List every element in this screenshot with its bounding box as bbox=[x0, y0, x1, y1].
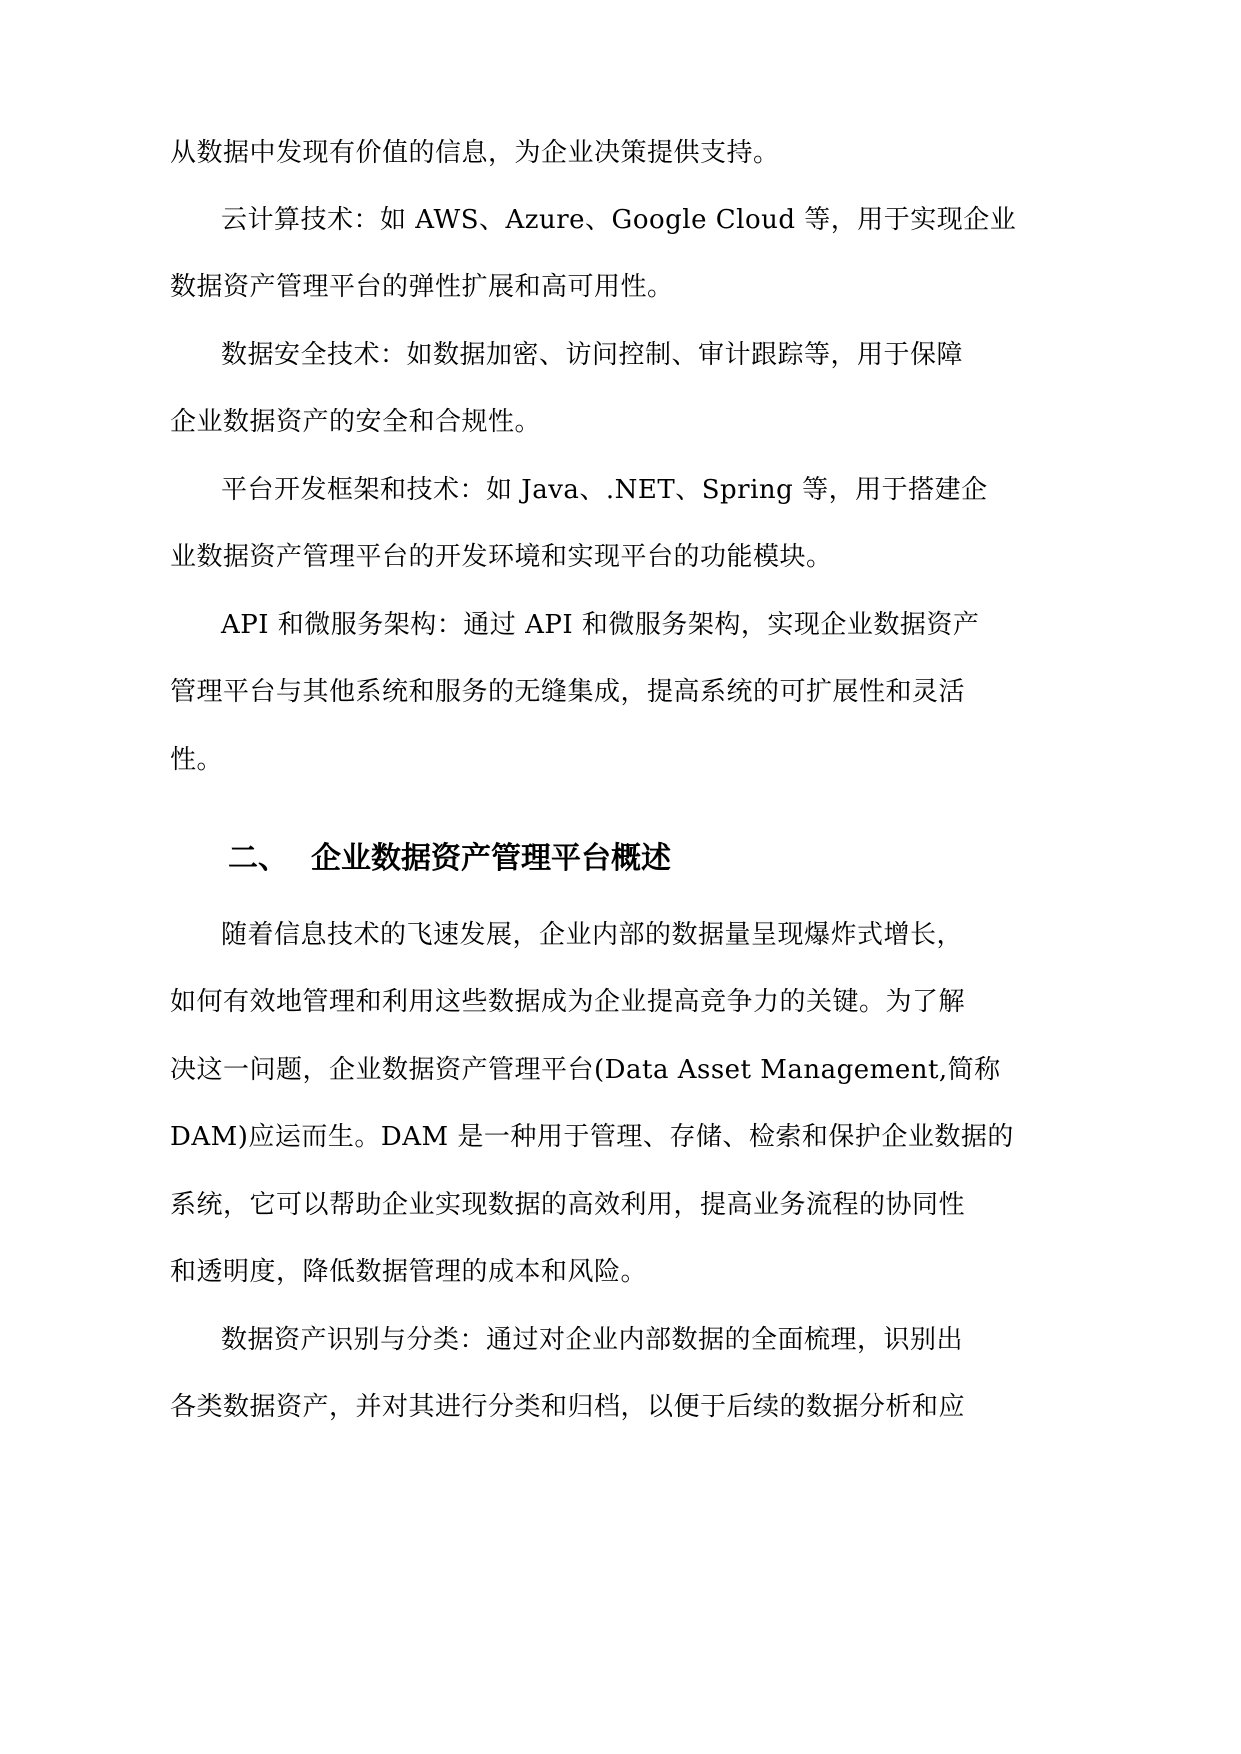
paragraph-line: 和透明度，降低数据管理的成本和风险。 bbox=[170, 1257, 648, 1287]
section-heading bbox=[0, 837, 1241, 881]
paragraph-line: 从数据中发现有价值的信息，为企业决策提供支持。 bbox=[170, 138, 780, 168]
paragraph-line: 系统，它可以帮助企业实现数据的高效利用，提高业务流程的协同性 bbox=[170, 1190, 966, 1220]
paragraph-line: 性。 bbox=[170, 745, 224, 775]
paragraph-line: 平台开发框架和技术：如 Java、.NET、Spring 等，用于搭建企 bbox=[221, 475, 988, 505]
paragraph-line: 数据安全技术：如数据加密、访问控制、审计跟踪等，用于保障 bbox=[221, 340, 964, 370]
paragraph-line: 随着信息技术的飞速发展，企业内部的数据量呈现爆炸式增长， bbox=[221, 920, 964, 950]
section-number: 二、 bbox=[228, 841, 288, 876]
paragraph-line: 业数据资产管理平台的开发环境和实现平台的功能模块。 bbox=[170, 542, 833, 572]
paragraph-line: DAM)应运而生。DAM 是一种用于管理、存储、检索和保护企业数据的 bbox=[170, 1122, 1014, 1152]
paragraph-line: 云计算技术：如 AWS、Azure、Google Cloud 等，用于实现企业 bbox=[221, 205, 1017, 235]
paragraph-line: 各类数据资产，并对其进行分类和归档，以便于后续的数据分析和应 bbox=[170, 1392, 966, 1422]
paragraph-line: 决这一问题，企业数据资产管理平台(Data Asset Management,简称 bbox=[170, 1055, 1001, 1085]
paragraph-line: 如何有效地管理和利用这些数据成为企业提高竞争力的关键。为了解 bbox=[170, 987, 966, 1017]
paragraph-line: 数据资产管理平台的弹性扩展和高可用性。 bbox=[170, 272, 674, 302]
paragraph-line: API 和微服务架构：通过 API 和微服务架构，实现企业数据资产 bbox=[221, 610, 980, 640]
paragraph-line: 企业数据资产的安全和合规性。 bbox=[170, 407, 542, 437]
paragraph-line: 数据资产识别与分类：通过对企业内部数据的全面梳理，识别出 bbox=[221, 1325, 964, 1355]
paragraph-line: 管理平台与其他系统和服务的无缝集成，提高系统的可扩展性和灵活 bbox=[170, 677, 966, 707]
section-title: 企业数据资产管理平台概述 bbox=[311, 841, 671, 876]
